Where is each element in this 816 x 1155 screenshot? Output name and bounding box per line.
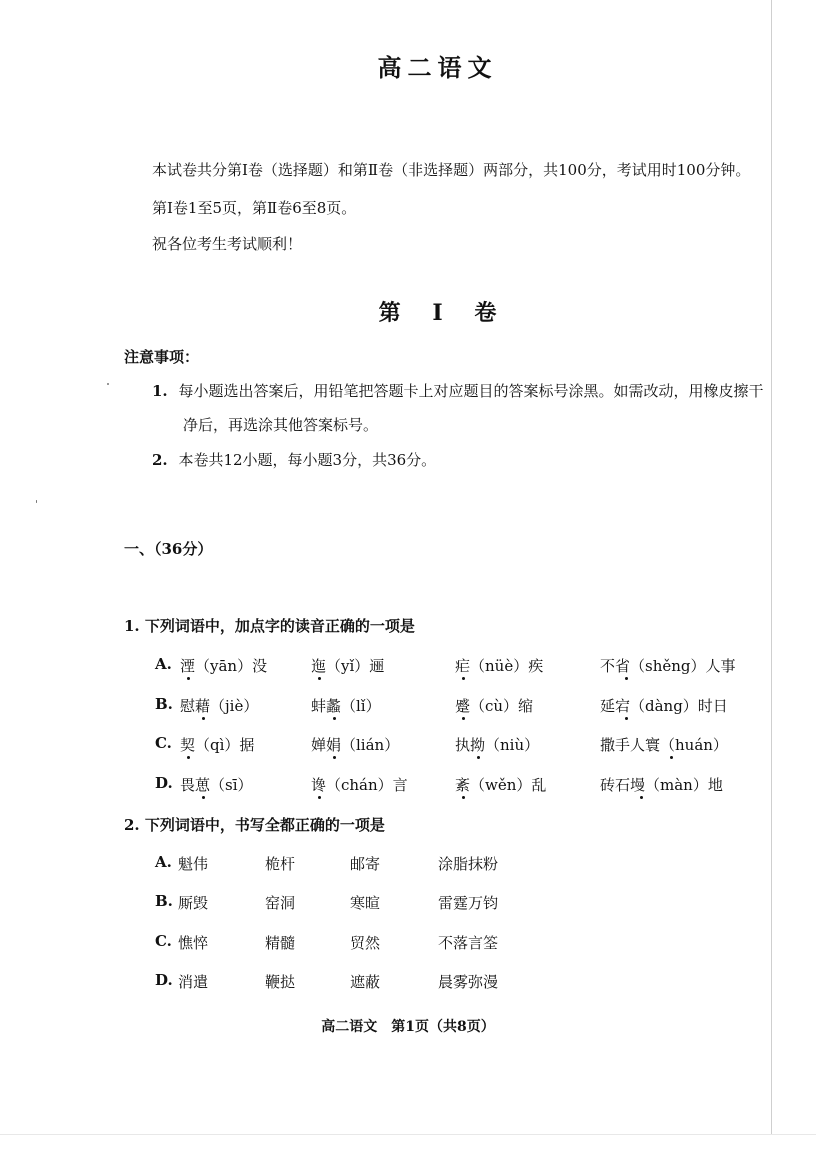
option-item: 延宕（dàng）时日 xyxy=(600,697,728,715)
option-item: 蚌蠡（lǐ） xyxy=(311,697,381,715)
page-bottom-edge xyxy=(0,1134,816,1135)
emphasis-dot xyxy=(625,717,628,720)
option-item: 晨雾弥漫 xyxy=(438,973,499,991)
emphasis-dot xyxy=(670,756,673,759)
option-item: 消遣 xyxy=(178,973,209,991)
note-item-2 xyxy=(152,449,436,470)
intro-line-2: 第Ⅰ卷1至5页，第Ⅱ卷6至8页。 xyxy=(152,199,357,217)
option-item: 砖石墁（màn）地 xyxy=(600,776,723,794)
option-letter: B. xyxy=(155,892,173,910)
option-item: 不省（shěng）人事 xyxy=(600,657,736,675)
option-item: 桅杆 xyxy=(265,855,296,873)
option-letter: C. xyxy=(155,734,172,752)
option-item: 寒暄 xyxy=(350,894,381,912)
emphasis-dot xyxy=(462,677,465,680)
option-item: 遮蔽 xyxy=(350,973,381,991)
emphasis-dot xyxy=(202,796,205,799)
note-item-1 xyxy=(152,380,763,401)
option-item: 迤（yǐ）逦 xyxy=(311,657,385,675)
option-item: 蹙（cù）缩 xyxy=(455,697,534,715)
option-letter: A. xyxy=(155,853,172,871)
option-item: 雷霆万钧 xyxy=(438,894,499,912)
option-item: 慰藉（jiè） xyxy=(180,697,259,715)
emphasis-dot xyxy=(333,717,336,720)
note-number: 1. xyxy=(152,382,168,400)
option-item: 畏葸（sī） xyxy=(180,776,253,794)
option-item: 湮（yān）没 xyxy=(180,657,268,675)
emphasis-dot xyxy=(640,796,643,799)
option-item: 谗（chán）言 xyxy=(311,776,408,794)
option-letter: B. xyxy=(155,695,173,713)
emphasis-dot xyxy=(462,717,465,720)
emphasis-dot xyxy=(477,756,480,759)
volume-heading-part: 第 xyxy=(378,300,401,326)
option-letter: D. xyxy=(155,971,173,989)
option-item: 疟（nüè）疾 xyxy=(455,657,544,675)
option-item: 邮寄 xyxy=(350,855,381,873)
page-footer: 高二语文 第1页（共8页） xyxy=(321,1019,495,1035)
note-number: 2. xyxy=(152,451,168,469)
scan-speck xyxy=(36,500,37,503)
option-item: 撒手人寰（huán） xyxy=(600,736,728,754)
question-2-stem: 2. 下列词语中，书写全都正确的一项是 xyxy=(124,816,385,834)
option-item: 窑洞 xyxy=(265,894,296,912)
option-item: 魁伟 xyxy=(178,855,209,873)
note-item-1-continued: 净后，再选涂其他答案标号。 xyxy=(183,416,379,434)
note-text: 每小题选出答案后，用铅笔把答题卡上对应题目的答案标号涂黑。如需改动，用橡皮擦干 xyxy=(178,382,764,400)
emphasis-dot xyxy=(187,756,190,759)
note-text: 本卷共12小题，每小题3分，共36分。 xyxy=(178,451,437,469)
option-letter: C. xyxy=(155,932,172,950)
emphasis-dot xyxy=(202,717,205,720)
option-item: 厮毁 xyxy=(178,894,209,912)
emphasis-dot xyxy=(333,756,336,759)
volume-heading xyxy=(0,296,816,327)
option-item: 不落言筌 xyxy=(438,934,499,952)
scan-speck xyxy=(107,383,109,385)
option-item: 憔悴 xyxy=(178,934,209,952)
emphasis-dot xyxy=(462,796,465,799)
emphasis-dot xyxy=(625,677,628,680)
intro-line-1: 本试卷共分第Ⅰ卷（选择题）和第Ⅱ卷（非选择题）两部分，共100分，考试用时100分钟。 xyxy=(152,161,751,179)
emphasis-dot xyxy=(318,796,321,799)
option-item: 贸然 xyxy=(350,934,381,952)
option-item: 婵娟（lián） xyxy=(311,736,400,754)
question-1-stem: 1. 下列词语中，加点字的读音正确的一项是 xyxy=(124,617,415,635)
option-item: 紊（wěn）乱 xyxy=(455,776,547,794)
option-letter: D. xyxy=(155,774,173,792)
volume-heading-part: Ⅰ xyxy=(432,300,443,326)
emphasis-dot xyxy=(187,677,190,680)
intro-line-3: 祝各位考生考试顺利！ xyxy=(152,235,303,253)
option-item: 涂脂抹粉 xyxy=(438,855,499,873)
emphasis-dot xyxy=(318,677,321,680)
notes-heading: 注意事项： xyxy=(124,348,200,366)
page-title: 高二语文 xyxy=(377,53,498,82)
volume-heading-part: 卷 xyxy=(474,300,497,326)
option-item: 契（qì）据 xyxy=(180,736,255,754)
option-item: 执拗（niù） xyxy=(455,736,540,754)
option-item: 精髓 xyxy=(265,934,296,952)
section-heading: 一、（36分） xyxy=(124,540,213,558)
option-letter: A. xyxy=(155,655,172,673)
option-item: 鞭挞 xyxy=(265,973,296,991)
page-right-edge xyxy=(771,0,772,1135)
